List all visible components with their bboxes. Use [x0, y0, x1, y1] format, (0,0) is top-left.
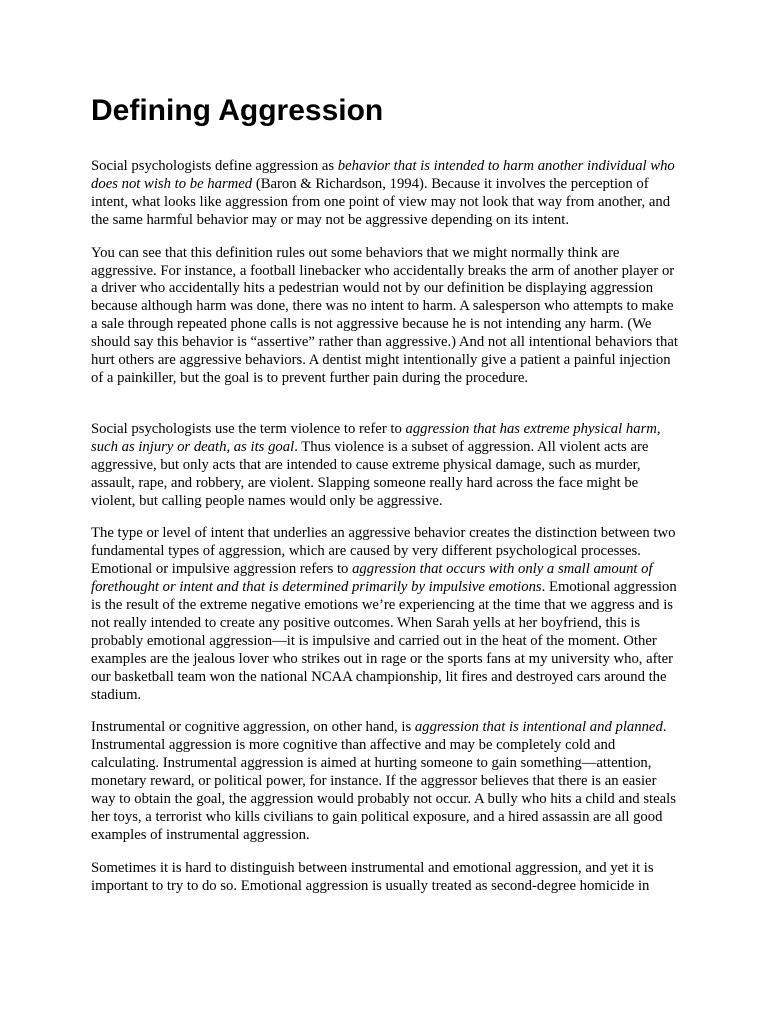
document-body — [91, 158, 679, 911]
text-run-italic: aggression that has extreme physical harm, such as injury or death, as its goal — [91, 420, 661, 455]
paragraph — [91, 719, 679, 844]
text-run: The type or level of intent that underlies an aggressive behavior creates the distinction between two fundamental types of aggression, which are caused by very different psychological processes. Emotional or impulsive aggression refers to — [91, 525, 676, 578]
paragraph — [91, 245, 679, 388]
paragraph — [91, 525, 679, 704]
text-run-italic: aggression that occurs with only a small amount of forethought or intent and that is determined primarily by impulsive emotions — [91, 561, 653, 596]
text-run: . Instrumental aggression is more cognitive than affective and may be completely cold and calculating. Instrumental aggression is aimed at hurting someone to gain something—attention, monetary reward, or political power, for instance. If the aggressor believes that there is an easier way to obtain the goal, the aggression would probably not occur. A bully who hits a child and steals her toys, a terrorist who kills civilians to gain political exposure, and a hired assassin are all good examples of instrumental aggression. — [91, 719, 676, 843]
paragraph — [91, 421, 679, 511]
paragraph — [91, 158, 679, 230]
text-run: . Thus violence is a subset of aggression. All violent acts are aggressive, but only acts that are intended to cause extreme physical damage, such as murder, assault, rape, and robbery, are violent. Slapping someone really hard across the face might be violent, but calling people names would only be aggressive. — [91, 438, 649, 509]
paragraph — [91, 860, 679, 896]
text-run: Social psychologists define aggression as — [91, 158, 338, 174]
text-run: You can see that this definition rules out some behaviors that we might normally think are aggressive. For instance, a football linebacker who accidentally breaks the arm of another player or a driver who accidentally hits a pedestrian would not by our definition be displaying aggression because although harm was done, there was no intent to harm. A salesperson who attempts to make a sale through repeated phone calls is not aggressive because he is not intending any harm. (We should say this behavior is “assertive” rather than aggressive.) And not all intentional behaviors that hurt others are aggressive behaviors. A dentist might intentionally give a patient a painful injection of a painkiller, but the goal is to prevent further pain during the procedure. — [91, 244, 678, 386]
text-run-italic: behavior that is intended to harm another individual who does not wish to be harmed — [91, 158, 675, 192]
text-run: Social psychologists use the term violence to refer to — [91, 420, 406, 437]
text-run: (Baron & Richardson, 1994). Because it involves the perception of intent, what looks like aggression from one point of view may not look that way from another, and the same harmful behavior may or may not be aggressive depending on its intent. — [91, 175, 671, 228]
text-run: . Emotional aggression is the result of the extreme negative emotions we’re experiencing at the time that we aggress and is not really intended to create any positive outcomes. When Sarah yells at her boyfriend, this is probably emotional aggression—it is impulsive and carried out in the heat of the moment. Other examples are the jealous lover who strikes out in rage or the sports fans at my university who, after our basketball team won the national NCAA championship, lit fires and destroyed cars around the stadium. — [91, 579, 677, 703]
text-run: Sometimes it is hard to distinguish between instrumental and emotional aggression, and yet it is important to try to do so. Emotional aggression is usually treated as second-degree homicide in — [91, 859, 654, 894]
text-run-italic: aggression that is intentional and planned — [414, 719, 663, 736]
page-title: Defining Aggression — [91, 94, 384, 127]
text-run: Instrumental or cognitive aggression, on other hand, is — [91, 719, 415, 736]
